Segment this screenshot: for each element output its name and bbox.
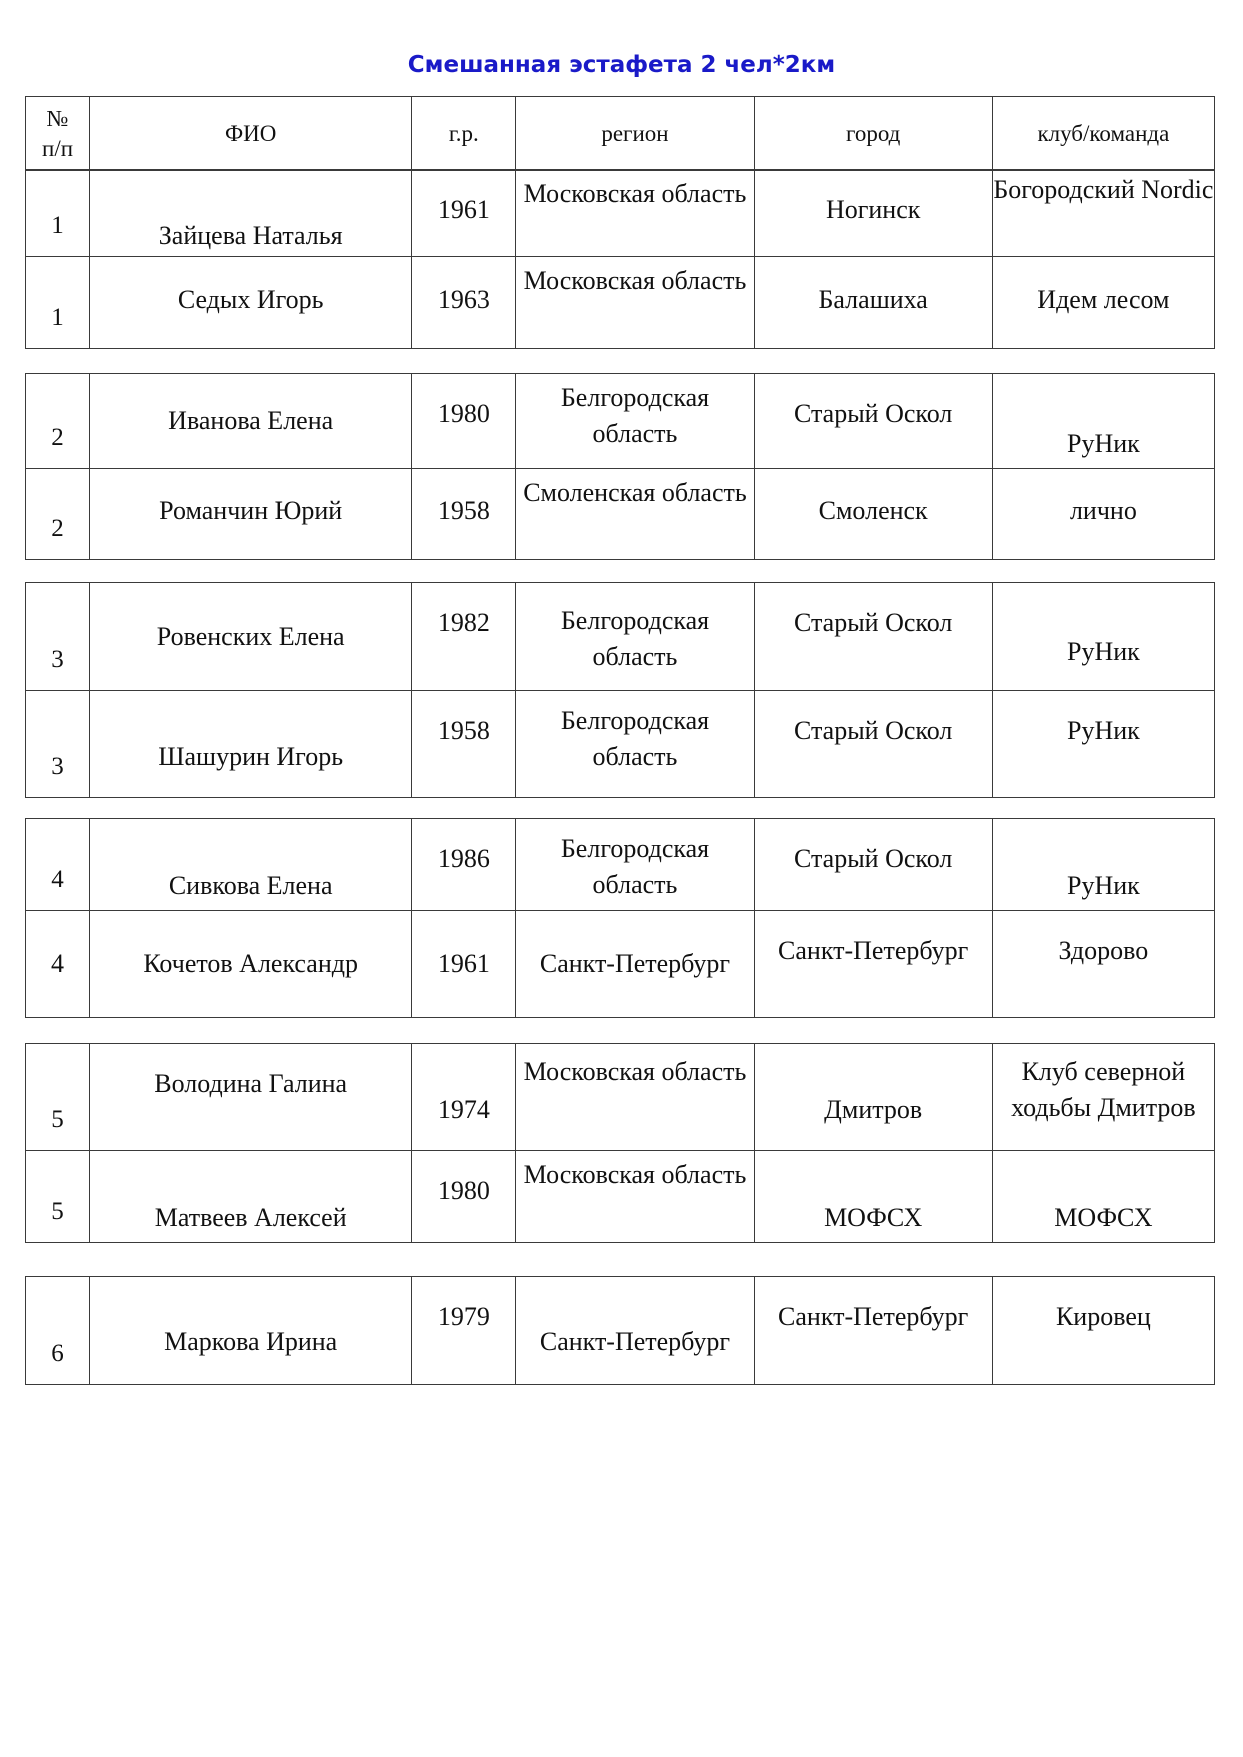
row-region: Смоленская область <box>516 469 754 560</box>
row-num: 3 <box>26 583 90 691</box>
team-block-2 <box>25 373 1215 560</box>
row-city: Старый Оскол <box>754 583 992 691</box>
header-fio: ФИО <box>90 97 412 171</box>
table-row <box>26 1277 1215 1385</box>
row-year: 1982 <box>412 583 516 691</box>
table-row <box>26 469 1215 560</box>
header-num-line2: п/п <box>42 135 74 161</box>
row-num: 1 <box>26 257 90 349</box>
row-num: 3 <box>26 691 90 798</box>
row-name: Романчин Юрий <box>90 469 412 560</box>
table-row <box>26 1044 1215 1151</box>
team-block-1 <box>25 169 1215 349</box>
row-club: РуНик <box>992 691 1214 798</box>
row-name: Иванова Елена <box>90 374 412 469</box>
row-year: 1958 <box>412 691 516 798</box>
row-num: 4 <box>26 819 90 911</box>
row-name: Ровенских Елена <box>90 583 412 691</box>
row-city: Санкт-Петербург <box>754 1277 992 1385</box>
row-year: 1980 <box>412 1151 516 1243</box>
row-city: Старый Оскол <box>754 819 992 911</box>
team-block-3 <box>25 582 1215 798</box>
table-row <box>26 583 1215 691</box>
row-city: Старый Оскол <box>754 691 992 798</box>
table-header <box>25 96 1215 171</box>
row-name: Матвеев Алексей <box>90 1151 412 1243</box>
header-year: г.р. <box>412 97 516 171</box>
row-year: 1974 <box>412 1044 516 1151</box>
row-name: Сивкова Елена <box>90 819 412 911</box>
row-city: Санкт-Петербург <box>754 911 992 1018</box>
row-club: Клуб северной ходьбы Дмитров <box>992 1044 1214 1151</box>
row-region: Белгородская область <box>516 691 754 798</box>
row-name: Шашурин Игорь <box>90 691 412 798</box>
row-city: Дмитров <box>754 1044 992 1151</box>
row-year: 1961 <box>412 911 516 1018</box>
row-city: Смоленск <box>754 469 992 560</box>
row-club: РуНик <box>992 374 1214 469</box>
row-year: 1963 <box>412 257 516 349</box>
row-name: Маркова Ирина <box>90 1277 412 1385</box>
team-block-5 <box>25 1043 1215 1243</box>
row-num: 2 <box>26 374 90 469</box>
row-num: 5 <box>26 1151 90 1243</box>
row-region: Белгородская область <box>516 819 754 911</box>
table-row <box>26 1151 1215 1243</box>
row-club: Кировец <box>992 1277 1214 1385</box>
row-year: 1980 <box>412 374 516 469</box>
header-club: клуб/команда <box>992 97 1214 171</box>
row-name: Зайцева Наталья <box>90 170 412 257</box>
row-num: 5 <box>26 1044 90 1151</box>
header-region: регион <box>516 97 754 171</box>
row-year: 1979 <box>412 1277 516 1385</box>
row-region: Белгородская область <box>516 583 754 691</box>
row-num: 2 <box>26 469 90 560</box>
row-club: лично <box>992 469 1214 560</box>
row-num: 4 <box>26 911 90 1018</box>
row-club: РуНик <box>992 819 1214 911</box>
table-row <box>26 257 1215 349</box>
row-city: Старый Оскол <box>754 374 992 469</box>
row-club: Богородский Nordic <box>992 170 1214 257</box>
row-year: 1986 <box>412 819 516 911</box>
row-club: МОФСХ <box>992 1151 1214 1243</box>
row-year: 1958 <box>412 469 516 560</box>
row-num: 1 <box>26 170 90 257</box>
table-row <box>26 819 1215 911</box>
row-club: РуНик <box>992 583 1214 691</box>
row-region: Московская область <box>516 257 754 349</box>
header-num-line1: № <box>46 105 69 131</box>
row-club: Здорово <box>992 911 1214 1018</box>
row-num: 6 <box>26 1277 90 1385</box>
row-region: Московская область <box>516 170 754 257</box>
row-year: 1961 <box>412 170 516 257</box>
row-name: Кочетов Александр <box>90 911 412 1018</box>
row-region: Санкт-Петербург <box>516 1277 754 1385</box>
row-city: МОФСХ <box>754 1151 992 1243</box>
row-city: Балашиха <box>754 257 992 349</box>
team-block-4 <box>25 818 1215 1018</box>
row-name: Седых Игорь <box>90 257 412 349</box>
table-row <box>26 691 1215 798</box>
header-city: город <box>754 97 992 171</box>
table-row <box>26 374 1215 469</box>
row-region: Московская область <box>516 1044 754 1151</box>
page-title: Смешанная эстафета 2 чел*2км <box>407 52 836 78</box>
row-region: Белгородская область <box>516 374 754 469</box>
table-row <box>26 911 1215 1018</box>
row-name: Володина Галина <box>90 1044 412 1151</box>
row-region: Московская область <box>516 1151 754 1243</box>
header-num <box>26 97 90 171</box>
team-block-6 <box>25 1276 1215 1385</box>
row-city: Ногинск <box>754 170 992 257</box>
row-region: Санкт-Петербург <box>516 911 754 1018</box>
table-row <box>26 170 1215 257</box>
row-club: Идем лесом <box>992 257 1214 349</box>
